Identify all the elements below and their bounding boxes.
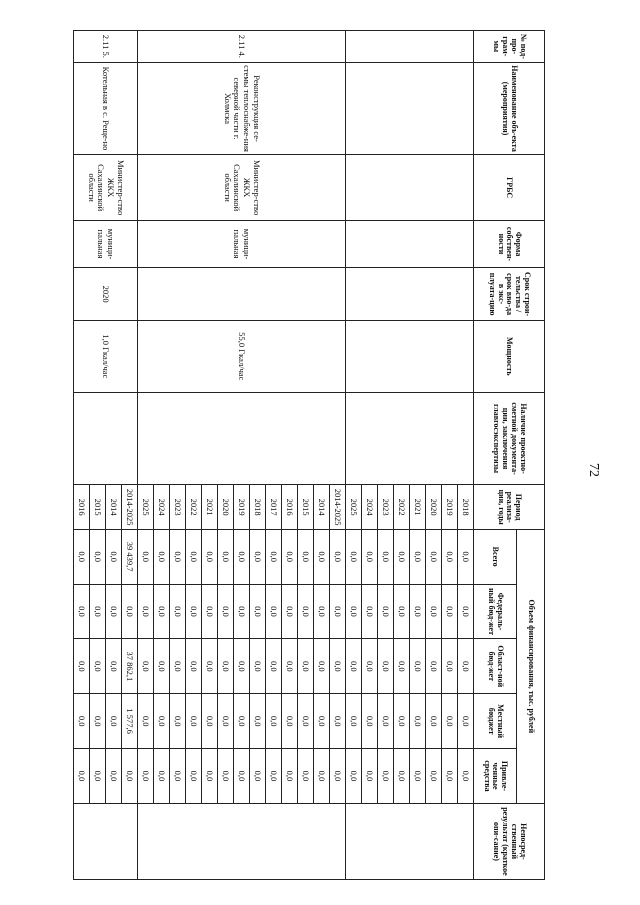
total-cell: 0,0: [250, 529, 266, 584]
header-federal: Федераль-ный бюд-жет: [474, 584, 517, 639]
private-cell: 0,0: [186, 749, 202, 804]
year-cell: 2022: [394, 485, 410, 529]
year-cell: 2014: [106, 485, 122, 529]
private-cell: 0,0: [442, 749, 458, 804]
header-regional: Област-ной бюд-жет: [474, 639, 517, 694]
year-cell: 2023: [170, 485, 186, 529]
total-cell: 0,0: [234, 529, 250, 584]
private-cell: 0,0: [314, 749, 330, 804]
year-cell: 2015: [298, 485, 314, 529]
local-cell: 0,0: [186, 694, 202, 749]
federal-cell: 0,0: [186, 584, 202, 639]
year-cell: 2019: [234, 485, 250, 529]
year-cell: 2020: [218, 485, 234, 529]
total-cell: 0,0: [266, 529, 282, 584]
total-cell: 0,0: [442, 529, 458, 584]
regional-cell: 0,0: [282, 639, 298, 694]
regional-cell: 0,0: [90, 639, 106, 694]
project-term-cell: 2020: [74, 268, 138, 321]
federal-cell: 0,0: [426, 584, 442, 639]
private-cell: 0,0: [426, 749, 442, 804]
federal-cell: 0,0: [90, 584, 106, 639]
regional-cell: 0,0: [314, 639, 330, 694]
local-cell: 0,0: [282, 694, 298, 749]
local-cell: 0,0: [410, 694, 426, 749]
year-cell: 2018: [250, 485, 266, 529]
header-num: № под-про-грам-мы: [474, 31, 545, 63]
header-result: Непосред-ственный результат (краткое опи-сание): [474, 803, 545, 879]
total-cell: 0,0: [106, 529, 122, 584]
total-cell: 0,0: [282, 529, 298, 584]
regional-cell: 0,0: [74, 639, 90, 694]
regional-cell: 0,0: [378, 639, 394, 694]
project-grbs-cell: Министер-ство ЖКХ Сахалинской области: [138, 155, 346, 220]
project-term-cell: [138, 268, 346, 321]
year-cell: 2024: [362, 485, 378, 529]
regional-cell: 0,0: [186, 639, 202, 694]
funding-table: [73, 30, 545, 880]
local-cell: 0,0: [378, 694, 394, 749]
regional-cell: 0,0: [346, 639, 362, 694]
year-cell: 2025: [138, 485, 154, 529]
private-cell: 0,0: [154, 749, 170, 804]
year-cell: 2016: [74, 485, 90, 529]
year-cell: 2021: [410, 485, 426, 529]
private-cell: 0,0: [122, 749, 138, 804]
total-cell: 0,0: [346, 529, 362, 584]
page-number: 72: [586, 463, 601, 477]
private-cell: 0,0: [410, 749, 426, 804]
year-cell: 2014: [314, 485, 330, 529]
federal-cell: 0,0: [154, 584, 170, 639]
private-cell: 0,0: [346, 749, 362, 804]
private-cell: 0,0: [378, 749, 394, 804]
project-result-cell: [138, 803, 346, 879]
local-cell: 0,0: [266, 694, 282, 749]
federal-cell: 0,0: [314, 584, 330, 639]
total-cell: 0,0: [186, 529, 202, 584]
year-cell: 2016: [282, 485, 298, 529]
private-cell: 0,0: [234, 749, 250, 804]
local-cell: 0,0: [346, 694, 362, 749]
federal-cell: 0,0: [378, 584, 394, 639]
local-cell: 0,0: [154, 694, 170, 749]
continued-num-cell: [346, 31, 474, 63]
federal-cell: 0,0: [74, 584, 90, 639]
project-number-cell: 2.11 5.: [74, 31, 138, 63]
continued-docs-cell: [346, 392, 474, 485]
local-cell: 0,0: [218, 694, 234, 749]
year-cell: 2024: [154, 485, 170, 529]
local-cell: 0,0: [250, 694, 266, 749]
header-total: Всего: [474, 529, 517, 584]
regional-cell: 0,0: [426, 639, 442, 694]
project-number-cell: 2.11 4.: [138, 31, 346, 63]
table-row: [122, 31, 138, 880]
private-cell: 0,0: [266, 749, 282, 804]
total-cell: 0,0: [330, 529, 346, 584]
local-cell: 0,0: [426, 694, 442, 749]
private-cell: 0,0: [298, 749, 314, 804]
total-cell: 39 439,7: [122, 529, 138, 584]
federal-cell: 0,0: [218, 584, 234, 639]
federal-cell: 0,0: [170, 584, 186, 639]
total-cell: 0,0: [298, 529, 314, 584]
private-cell: 0,0: [250, 749, 266, 804]
federal-cell: 0,0: [250, 584, 266, 639]
project-grbs-cell: Министер-ство ЖКХ Сахалинской области: [74, 155, 138, 220]
local-cell: 0,0: [74, 694, 90, 749]
project-capacity-cell: 1,0 Гкал/час: [74, 320, 138, 392]
total-cell: 0,0: [378, 529, 394, 584]
project-docs-cell: [74, 392, 138, 485]
header-ownership: Форма собствен-ности: [474, 220, 545, 267]
table-body: [74, 31, 474, 880]
regional-cell: 0,0: [458, 639, 474, 694]
project-ownership-cell: муници-пальная: [138, 220, 346, 267]
local-cell: 0,0: [314, 694, 330, 749]
year-cell: 2018: [458, 485, 474, 529]
regional-cell: 0,0: [154, 639, 170, 694]
header-funding-group: Объем финансирования, тыс. рублей: [517, 529, 545, 803]
private-cell: 0,0: [458, 749, 474, 804]
local-cell: 0,0: [362, 694, 378, 749]
local-cell: 0,0: [298, 694, 314, 749]
continued-term-cell: [346, 268, 474, 321]
federal-cell: 0,0: [106, 584, 122, 639]
total-cell: 0,0: [170, 529, 186, 584]
private-cell: 0,0: [74, 749, 90, 804]
header-docs: Наличие проектно-сметной документа-ции, заключения главгосэкспертизы: [474, 392, 545, 485]
private-cell: 0,0: [170, 749, 186, 804]
local-cell: 0,0: [202, 694, 218, 749]
year-cell: 2020: [426, 485, 442, 529]
regional-cell: 0,0: [106, 639, 122, 694]
private-cell: 0,0: [138, 749, 154, 804]
table-row: [330, 31, 346, 880]
year-cell: 2017: [266, 485, 282, 529]
total-cell: 0,0: [202, 529, 218, 584]
local-cell: 0,0: [170, 694, 186, 749]
total-cell: 0,0: [362, 529, 378, 584]
federal-cell: 0,0: [410, 584, 426, 639]
total-cell: 0,0: [154, 529, 170, 584]
header-period: Период реализа-ции, годы: [474, 485, 545, 529]
local-cell: 0,0: [138, 694, 154, 749]
total-cell: 0,0: [74, 529, 90, 584]
local-cell: 0,0: [234, 694, 250, 749]
private-cell: 0,0: [202, 749, 218, 804]
private-cell: 0,0: [106, 749, 122, 804]
federal-cell: 0,0: [234, 584, 250, 639]
local-cell: 0,0: [330, 694, 346, 749]
header-local: Местный бюджет: [474, 694, 517, 749]
year-cell: 2022: [186, 485, 202, 529]
federal-cell: 0,0: [138, 584, 154, 639]
regional-cell: 0,0: [394, 639, 410, 694]
federal-cell: 0,0: [266, 584, 282, 639]
year-cell: 2021: [202, 485, 218, 529]
total-cell: 0,0: [138, 529, 154, 584]
total-cell: 0,0: [394, 529, 410, 584]
year-cell: 2015: [90, 485, 106, 529]
regional-cell: 37 862,1: [122, 639, 138, 694]
year-cell: 2025: [346, 485, 362, 529]
private-cell: 0,0: [394, 749, 410, 804]
federal-cell: 0,0: [330, 584, 346, 639]
federal-cell: 0,0: [458, 584, 474, 639]
regional-cell: 0,0: [170, 639, 186, 694]
continued-name-cell: [346, 62, 474, 155]
year-cell: 2014-2025: [330, 485, 346, 529]
local-cell: 0,0: [458, 694, 474, 749]
header-capacity: Мощность: [474, 320, 545, 392]
total-cell: 0,0: [410, 529, 426, 584]
continued-capacity-cell: [346, 320, 474, 392]
federal-cell: 0,0: [122, 584, 138, 639]
project-name-cell: Котельная в с. Реще-но: [74, 62, 138, 155]
regional-cell: 0,0: [330, 639, 346, 694]
project-ownership-cell: муници-пальная: [74, 220, 138, 267]
header-term: Срок строи-тельства / срок вво-да в экс-плуата-цию: [474, 268, 545, 321]
total-cell: 0,0: [314, 529, 330, 584]
local-cell: 0,0: [442, 694, 458, 749]
regional-cell: 0,0: [218, 639, 234, 694]
project-result-cell: [74, 803, 138, 879]
continued-ownership-cell: [346, 220, 474, 267]
private-cell: 0,0: [218, 749, 234, 804]
local-cell: 0,0: [106, 694, 122, 749]
federal-cell: 0,0: [362, 584, 378, 639]
regional-cell: 0,0: [362, 639, 378, 694]
header-name: Наименование объ-екта (мероприятия): [474, 62, 545, 155]
rotated-page: [55, 30, 545, 880]
header-row-1: [517, 31, 545, 880]
regional-cell: 0,0: [234, 639, 250, 694]
project-capacity-cell: 55,0 Гкал/час: [138, 320, 346, 392]
continued-grbs-cell: [346, 155, 474, 220]
continued-result-cell: [346, 803, 474, 879]
project-name-cell: Реконструкция се-стемы теплоснабже-ния северной части г. Холмска: [138, 62, 346, 155]
year-cell: 2019: [442, 485, 458, 529]
federal-cell: 0,0: [346, 584, 362, 639]
regional-cell: 0,0: [442, 639, 458, 694]
year-cell: 2023: [378, 485, 394, 529]
regional-cell: 0,0: [410, 639, 426, 694]
header-grbs: ГРБС: [474, 155, 545, 220]
total-cell: 0,0: [458, 529, 474, 584]
local-cell: 0,0: [90, 694, 106, 749]
federal-cell: 0,0: [442, 584, 458, 639]
regional-cell: 0,0: [266, 639, 282, 694]
federal-cell: 0,0: [394, 584, 410, 639]
private-cell: 0,0: [362, 749, 378, 804]
regional-cell: 0,0: [298, 639, 314, 694]
federal-cell: 0,0: [282, 584, 298, 639]
regional-cell: 0,0: [202, 639, 218, 694]
project-docs-cell: [138, 392, 346, 485]
header-private: Привле-ченные средства: [474, 749, 517, 804]
federal-cell: 0,0: [298, 584, 314, 639]
private-cell: 0,0: [330, 749, 346, 804]
table-row: [458, 31, 474, 880]
year-cell: 2014-2025: [122, 485, 138, 529]
local-cell: 0,0: [394, 694, 410, 749]
total-cell: 0,0: [90, 529, 106, 584]
private-cell: 0,0: [90, 749, 106, 804]
private-cell: 0,0: [282, 749, 298, 804]
local-cell: 1 577,6: [122, 694, 138, 749]
regional-cell: 0,0: [138, 639, 154, 694]
total-cell: 0,0: [426, 529, 442, 584]
regional-cell: 0,0: [250, 639, 266, 694]
federal-cell: 0,0: [202, 584, 218, 639]
total-cell: 0,0: [218, 529, 234, 584]
